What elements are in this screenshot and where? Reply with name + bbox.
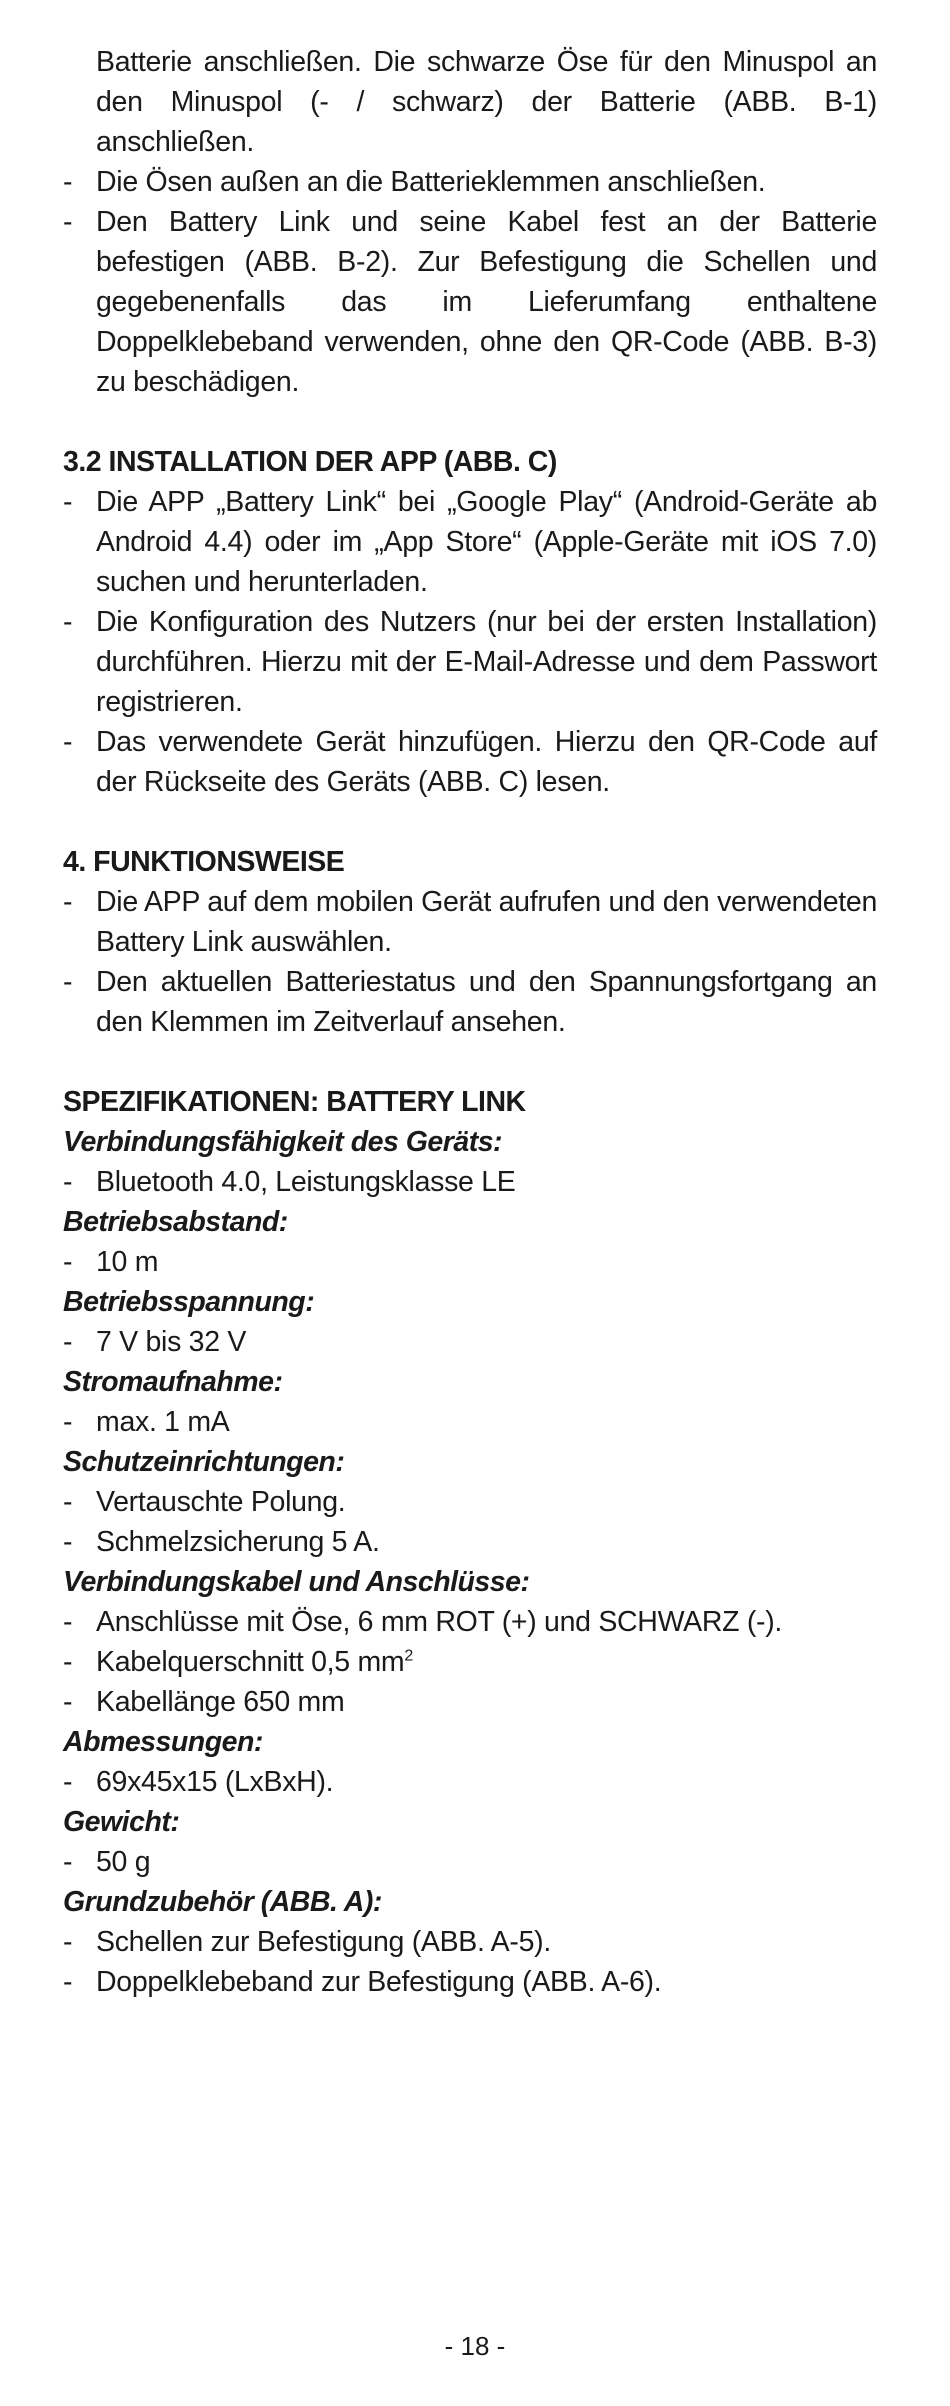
superscript: 2 xyxy=(404,1647,413,1665)
intro-continuation: Batterie anschließen. Die schwarze Öse für den Minuspol an den Minuspol (- / schwarz) der Batterie (ABB. B-1) anschließen. xyxy=(96,46,877,158)
list-item: - Die Konfiguration des Nutzers (nur bei der ersten Installation) durchführen. Hierzu mit der E-Mail-Adresse und dem Passwort registrieren. xyxy=(63,602,877,722)
bullet-dash: - xyxy=(63,1686,73,1718)
spec-label: Verbindungsfähigkeit des Geräts: xyxy=(63,1126,503,1158)
bullet-dash: - xyxy=(63,206,73,238)
spec-label: Grundzubehör (ABB. A): xyxy=(63,1886,382,1918)
list-item: - Die APP auf dem mobilen Gerät aufrufen und den verwendeten Battery Link auswählen. xyxy=(63,882,877,962)
spec-item: - 50 g xyxy=(63,1842,877,1882)
spec-item: - max. 1 mA xyxy=(63,1402,877,1442)
list-item: - Die APP „Battery Link“ bei „Google Play“ (Android-Geräte ab Android 4.4) oder im „App Store“ (Apple-Geräte mit iOS 7.0) suchen und herunterladen. xyxy=(63,482,877,602)
list-item: - Den Battery Link und seine Kabel fest an der Batterie befestigen (ABB. B-2). Zur Befestigung die Schellen und gegebenenfalls das im Lieferumfang enthaltene Doppelklebeband verwenden, ohne den QR-Code (ABB. B-3) zu beschädigen. xyxy=(63,202,877,402)
spec-item: - 7 V bis 32 V xyxy=(63,1322,877,1362)
section-heading-app-installation: 3.2 INSTALLATION DER APP (ABB. C) xyxy=(63,446,557,478)
bullet-dash: - xyxy=(63,1766,73,1798)
section-heading-function: 4. FUNKTIONSWEISE xyxy=(63,846,345,878)
bullet-dash: - xyxy=(63,1406,73,1438)
spec-label: Schutzeinrichtungen: xyxy=(63,1446,345,1478)
bullet-dash: - xyxy=(63,886,73,918)
manual-page xyxy=(63,42,877,2002)
spec-item: - Anschlüsse mit Öse, 6 mm ROT (+) und SCHWARZ (-). xyxy=(63,1602,877,1642)
spec-item: - 69x45x15 (LxBxH). xyxy=(63,1762,877,1802)
spec-item: - 10 m xyxy=(63,1242,877,1282)
spec-item: - Schellen zur Befestigung (ABB. A-5). xyxy=(63,1922,877,1962)
spec-label: Betriebsabstand: xyxy=(63,1206,288,1238)
bullet-dash: - xyxy=(63,1526,73,1558)
bullet-dash: - xyxy=(63,1326,73,1358)
spec-label: Stromaufnahme: xyxy=(63,1366,283,1398)
list-item: - Das verwendete Gerät hinzufügen. Hierzu den QR-Code auf der Rückseite des Geräts (ABB. C) lesen. xyxy=(63,722,877,802)
bullet-dash: - xyxy=(63,1486,73,1518)
bullet-dash: - xyxy=(63,606,73,638)
spec-label: Gewicht: xyxy=(63,1806,180,1838)
bullet-dash: - xyxy=(63,726,73,758)
bullet-dash: - xyxy=(63,1646,73,1678)
bullet-dash: - xyxy=(63,1166,73,1198)
spec-item: - Bluetooth 4.0, Leistungsklasse LE xyxy=(63,1162,877,1202)
spec-label: Abmessungen: xyxy=(63,1726,263,1758)
bullet-dash: - xyxy=(63,966,73,998)
bullet-dash: - xyxy=(63,1926,73,1958)
list-item: - Die Ösen außen an die Batterieklemmen anschließen. xyxy=(63,162,877,202)
bullet-dash: - xyxy=(63,1846,73,1878)
bullet-dash: - xyxy=(63,1966,73,1998)
bullet-dash: - xyxy=(63,166,73,198)
spec-item: - Schmelzsicherung 5 A. xyxy=(63,1522,877,1562)
spec-label: Betriebsspannung: xyxy=(63,1286,315,1318)
bullet-dash: - xyxy=(63,1606,73,1638)
bullet-dash: - xyxy=(63,1246,73,1278)
spec-item: - Vertauschte Polung. xyxy=(63,1482,877,1522)
section-heading-specs: SPEZIFIKATIONEN: BATTERY LINK xyxy=(63,1086,526,1118)
spec-item: - Kabelquerschnitt 0,5 $mm^2$ xyxy=(63,1642,877,1682)
list-item: - Den aktuellen Batteriestatus und den Spannungsfortgang an den Klemmen im Zeitverlauf ansehen. xyxy=(63,962,877,1042)
page-number: - 18 - xyxy=(444,2331,506,2361)
spec-item: - Kabellänge 650 mm xyxy=(63,1682,877,1722)
bullet-dash: - xyxy=(63,486,73,518)
spec-item: - Doppelklebeband zur Befestigung (ABB. A-6). xyxy=(63,1962,877,2002)
spec-label: Verbindungskabel und Anschlüsse: xyxy=(63,1566,530,1598)
